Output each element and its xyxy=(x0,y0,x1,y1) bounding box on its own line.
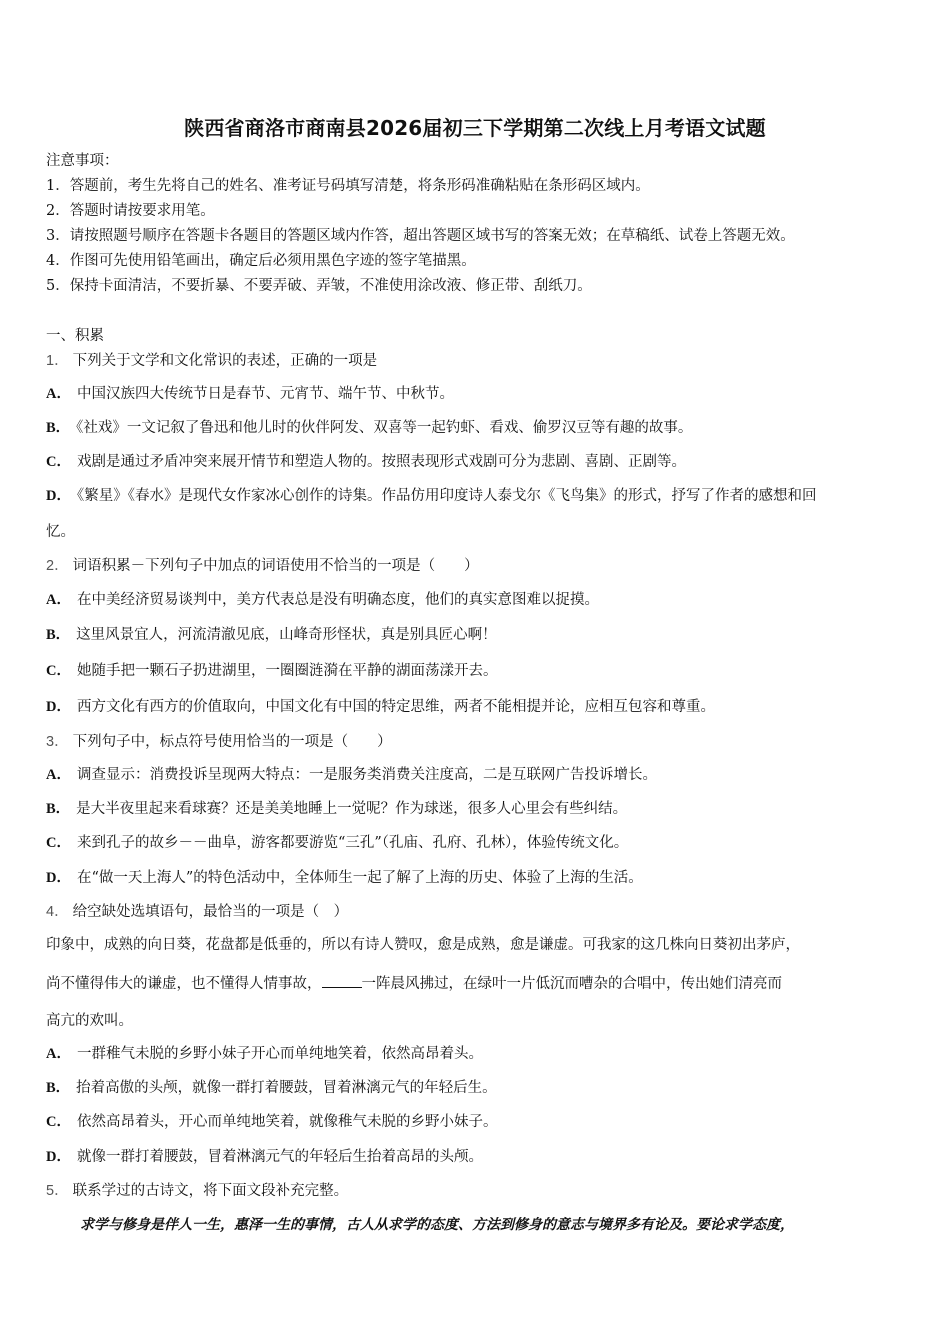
option-letter: D． xyxy=(46,699,71,715)
option-b xyxy=(46,1078,916,1098)
option-a xyxy=(46,765,916,785)
question-3-stem xyxy=(46,732,916,752)
notice-item: 3．请按照题号顺序在答题卡各题目的答题区域内作答，超出答题区域书写的答案无效；在草稿纸、试卷上答题无效。 xyxy=(46,228,795,244)
question-4-stem xyxy=(46,902,916,922)
passage-line: 高亢的欢叫。 xyxy=(46,1013,133,1029)
option-text: 一群稚气未脱的乡野小妹子开心而单纯地笑着，依然高昂着头。 xyxy=(76,1046,483,1062)
option-text: 这里风景宜人，河流清澈见底，山峰奇形怪状，真是别具匠心啊！ xyxy=(76,627,497,643)
option-letter: C． xyxy=(46,663,71,679)
option-c xyxy=(46,661,916,681)
option-a xyxy=(46,590,916,610)
option-d xyxy=(46,868,916,888)
passage-text: 尚不懂得伟大的谦虚，也不懂得人情事故， xyxy=(46,976,322,992)
question-text: 下列关于文学和文化常识的表述，正确的一项是 xyxy=(72,353,378,369)
option-b xyxy=(46,625,916,645)
question-2-stem xyxy=(46,556,916,576)
option-text: 《社戏》一文记叙了鲁迅和他儿时的伙伴阿发、双喜等一起钓虾、看戏、偷罗汉豆等有趣的故事。 xyxy=(76,420,693,436)
passage-line: 印象中，成熟的向日葵，花盘都是低垂的，所以有诗人赞叹，愈是成熟，愈是谦虚。可我家的这几株向日葵初出茅庐， xyxy=(46,937,800,953)
question-number: 5． xyxy=(46,1183,69,1199)
question-number: 4． xyxy=(46,904,69,920)
option-d xyxy=(46,697,916,717)
option-letter: A． xyxy=(46,592,71,608)
option-b xyxy=(46,418,916,438)
option-letter: C． xyxy=(46,454,71,470)
notice-item: 1．答题前，考生先将自己的姓名、准考证号码填写清楚，将条形码准确粘贴在条形码区域内。 xyxy=(46,178,650,194)
option-d-continuation: 忆。 xyxy=(46,524,75,540)
option-letter: D． xyxy=(46,870,71,886)
question-text: 联系学过的古诗文，将下面文段补充完整。 xyxy=(72,1183,349,1199)
option-d xyxy=(46,1147,916,1167)
notice-item: 5．保持卡面清洁，不要折暴、不要弄破、弄皱，不准使用涂改液、修正带、刮纸刀。 xyxy=(46,278,592,294)
notice-item: 4．作图可先使用铅笔画出，确定后必须用黑色字迹的签字笔描黑。 xyxy=(46,253,476,269)
option-letter: D． xyxy=(46,1149,71,1165)
option-letter: D． xyxy=(46,488,71,504)
question-number: 3． xyxy=(46,734,69,750)
option-letter: B． xyxy=(46,627,71,643)
option-c xyxy=(46,452,916,472)
option-text: 在中美经济贸易谈判中，美方代表总是没有明确态度，他们的真实意图难以捉摸。 xyxy=(76,592,599,608)
fill-blank xyxy=(322,973,362,988)
option-letter: B． xyxy=(46,420,71,436)
question-number: 1． xyxy=(46,353,69,369)
option-a xyxy=(46,384,916,404)
question-1-stem xyxy=(46,351,916,371)
option-text: 来到孔子的故乡－－曲阜，游客都要游览“三孔”（孔庙、孔府、孔林），体验传统文化。 xyxy=(76,835,629,851)
option-text: 她随手把一颗石子扔进湖里，一圈圈涟漪在平静的湖面荡漾开去。 xyxy=(76,663,498,679)
option-letter: C． xyxy=(46,1114,71,1130)
option-letter: B． xyxy=(46,1080,71,1096)
option-text: 《繁星》《春水》是现代女作家冰心创作的诗集。作品仿用印度诗人泰戈尔《飞鸟集》的形式，抒写了作者的感想和回 xyxy=(76,488,817,504)
option-b xyxy=(46,799,916,819)
option-d xyxy=(46,486,916,506)
option-text: 调查显示：消费投诉呈现两大特点：一是服务类消费关注度高，二是互联网广告投诉增长。 xyxy=(76,767,657,783)
passage-text: 一阵晨风拂过，在绿叶一片低沉而嘈杂的合唱中，传出她们清亮而 xyxy=(361,976,782,992)
option-text: 依然高昂着头，开心而单纯地笑着，就像稚气未脱的乡野小妹子。 xyxy=(76,1114,498,1130)
passage-line xyxy=(46,973,916,994)
option-letter: B． xyxy=(46,801,71,817)
question-text: 下列句子中，标点符号使用恰当的一项是（ ） xyxy=(72,734,392,750)
option-letter: A． xyxy=(46,767,71,783)
option-c xyxy=(46,833,916,853)
question-text: 给空缺处选填语句，最恰当的一项是（ ） xyxy=(72,904,349,920)
question-5-stem xyxy=(46,1181,916,1201)
notice-heading: 注意事项： xyxy=(46,153,119,169)
option-letter: A． xyxy=(46,386,71,402)
notice-item: 2．答题时请按要求用笔。 xyxy=(46,203,215,219)
question-text: 词语积累－下列句子中加点的词语使用不恰当的一项是（ ） xyxy=(72,558,479,574)
section-heading: 一、积累 xyxy=(46,328,104,344)
option-c xyxy=(46,1112,916,1132)
page-title: 陕西省商洛市商南县2026届初三下学期第二次线上月考语文试题 xyxy=(184,116,766,140)
option-text: 是大半夜里起来看球赛？还是美美地睡上一觉呢？作为球迷，很多人心里会有些纠结。 xyxy=(76,801,628,817)
option-text: 在“做一天上海人”的特色活动中，全体师生一起了解了上海的历史、体验了上海的生活。 xyxy=(76,870,643,886)
option-text: 戏剧是通过矛盾冲突来展开情节和塑造人物的。按照表现形式戏剧可分为悲剧、喜剧、正剧等。 xyxy=(76,454,686,470)
option-a xyxy=(46,1044,916,1064)
option-letter: A． xyxy=(46,1046,71,1062)
option-text: 中国汉族四大传统节日是春节、元宵节、端午节、中秋节。 xyxy=(76,386,454,402)
option-text: 就像一群打着腰鼓，冒着淋漓元气的年轻后生抬着高昂的头颅。 xyxy=(76,1149,483,1165)
option-text: 抬着高傲的头颅，就像一群打着腰鼓，冒着淋漓元气的年轻后生。 xyxy=(76,1080,497,1096)
passage-line: 求学与修身是伴人一生，惠泽一生的事情，古人从求学的态度、方法到修身的意志与境界多有论及。要论求学态度， xyxy=(80,1217,794,1233)
question-number: 2． xyxy=(46,558,69,574)
option-letter: C． xyxy=(46,835,71,851)
option-text: 西方文化有西方的价值取向，中国文化有中国的特定思维，两者不能相提并论，应相互包容和尊重。 xyxy=(76,699,715,715)
